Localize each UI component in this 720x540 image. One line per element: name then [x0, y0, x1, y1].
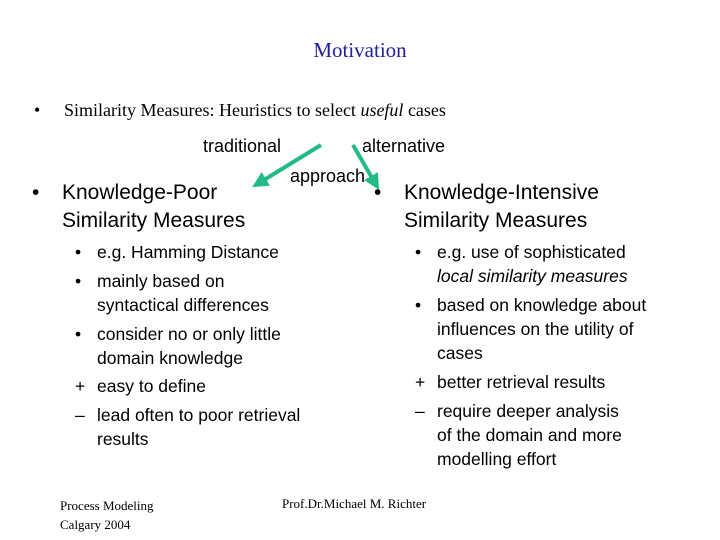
label-traditional: traditional	[203, 136, 282, 156]
right-heading-line2: Similarity Measures	[404, 209, 588, 232]
left-heading-line2: Similarity Measures	[62, 209, 246, 232]
minus-marker: –	[75, 405, 85, 425]
local-similarity-emphasis: local similarity measures	[437, 266, 628, 286]
arrow-right	[353, 145, 375, 183]
plus-marker: +	[415, 372, 426, 392]
bullet-marker: •	[32, 181, 40, 204]
main-bullet-text: Similarity Measures: Heuristics to select useful cases	[64, 100, 446, 120]
footer-left	[60, 496, 154, 534]
label-approach: approach	[290, 166, 366, 186]
right-heading-line1: Knowledge-Intensive	[404, 181, 599, 204]
bullet-marker: •	[75, 271, 82, 291]
bullet-marker: •	[374, 181, 382, 204]
bullet-marker: •	[34, 100, 41, 120]
left-heading-line1: Knowledge-Poor	[62, 181, 218, 204]
footer-author: Prof.Dr.Michael M. Richter	[282, 496, 427, 511]
emphasis-useful: useful	[360, 100, 404, 120]
bullet-marker: •	[75, 242, 82, 262]
slide-title: Motivation	[313, 38, 407, 62]
footer-place-year: Calgary 2004	[60, 517, 131, 532]
label-alternative: alternative	[362, 136, 446, 156]
footer-course: Process Modeling	[60, 498, 154, 513]
bullet-marker: •	[415, 295, 422, 315]
arrow-left	[259, 145, 321, 183]
plus-marker: +	[75, 376, 86, 396]
bullet-marker: •	[75, 324, 82, 344]
bullet-marker: •	[415, 242, 422, 262]
minus-marker: –	[415, 401, 425, 421]
